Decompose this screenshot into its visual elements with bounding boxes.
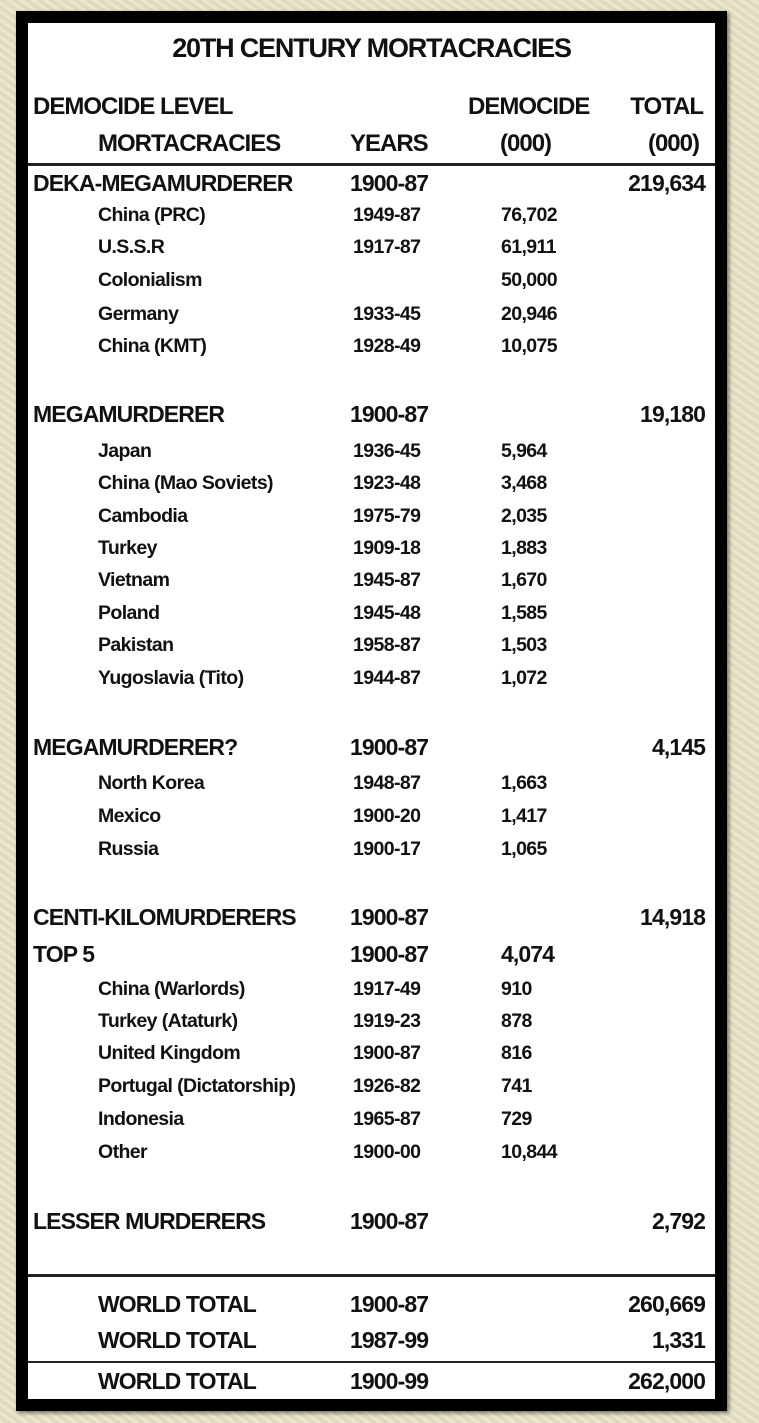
row-years: 1917-87 — [353, 236, 421, 258]
row-democide: 1,670 — [501, 569, 547, 591]
row-name: WORLD TOTAL — [98, 1327, 256, 1353]
row-democide: 1,417 — [501, 805, 547, 827]
row-years: 1975-79 — [353, 505, 421, 527]
row-name: Other — [98, 1141, 148, 1163]
row-name: U.S.S.R — [98, 236, 165, 258]
country-row — [28, 1010, 715, 1042]
row-name: WORLD TOTAL — [98, 1368, 256, 1394]
row-democide: 878 — [501, 1010, 532, 1032]
row-democide: 729 — [501, 1108, 532, 1130]
row-total: 262,000 — [628, 1368, 705, 1394]
row-total: 14,918 — [640, 904, 705, 930]
row-name: LESSER MURDERERS — [33, 1208, 266, 1234]
row-years: 1900-87 — [350, 401, 429, 427]
country-row — [28, 303, 715, 335]
country-row — [28, 772, 715, 804]
row-years: 1933-45 — [353, 303, 421, 325]
row-name: TOP 5 — [33, 941, 95, 967]
row-name: Pakistan — [98, 634, 174, 656]
row-democide: 4,074 — [501, 941, 555, 967]
country-row — [28, 1108, 715, 1140]
world-total-row — [28, 1327, 715, 1359]
row-total: 219,634 — [628, 170, 705, 196]
row-name: Poland — [98, 602, 160, 624]
row-name: Vietnam — [98, 569, 170, 591]
row-name: China (PRC) — [98, 204, 206, 226]
world-total-row — [28, 1368, 715, 1400]
row-democide: 1,072 — [501, 667, 547, 689]
row-name: Russia — [98, 838, 159, 860]
row-years: 1900-00 — [353, 1141, 421, 1163]
country-row — [28, 667, 715, 699]
level-row — [28, 401, 715, 433]
header-level: DEMOCIDE LEVEL — [33, 93, 233, 120]
row-years: 1900-87 — [350, 170, 429, 196]
country-row — [28, 569, 715, 601]
country-row — [28, 505, 715, 537]
row-total: 4,145 — [651, 734, 705, 760]
row-years: 1965-87 — [353, 1108, 421, 1130]
header-divider — [28, 163, 715, 166]
row-years: 1900-17 — [353, 838, 421, 860]
final-divider — [28, 1361, 715, 1363]
level-row — [28, 170, 715, 202]
row-years: 1917-49 — [353, 978, 421, 1000]
country-row — [28, 978, 715, 1010]
row-years: 1928-49 — [353, 335, 421, 357]
row-years: 1936-45 — [353, 440, 421, 462]
row-democide: 10,844 — [501, 1141, 558, 1163]
row-years: 1945-48 — [353, 602, 421, 624]
world-total-row — [28, 1291, 715, 1323]
country-row — [28, 634, 715, 666]
row-name: Cambodia — [98, 505, 188, 527]
country-row — [28, 236, 715, 268]
row-years: 1958-87 — [353, 634, 421, 656]
row-total: 260,669 — [628, 1291, 705, 1317]
row-democide: 76,702 — [501, 204, 558, 226]
row-years: 1926-82 — [353, 1075, 421, 1097]
country-row — [28, 537, 715, 569]
row-name: MEGAMURDERER — [33, 401, 225, 427]
country-row — [28, 204, 715, 236]
row-years: 1948-87 — [353, 772, 421, 794]
country-row — [28, 472, 715, 504]
country-row — [28, 335, 715, 367]
row-democide: 910 — [501, 978, 532, 1000]
row-democide: 2,035 — [501, 505, 547, 527]
row-name: Germany — [98, 303, 179, 325]
row-democide: 1,503 — [501, 634, 547, 656]
row-name: North Korea — [98, 772, 205, 794]
row-years: 1900-87 — [350, 1208, 429, 1234]
row-total: 19,180 — [640, 401, 705, 427]
row-years: 1923-48 — [353, 472, 421, 494]
country-row — [28, 269, 715, 301]
row-name: China (Warlords) — [98, 978, 245, 1000]
row-years: 1909-18 — [353, 537, 421, 559]
country-row — [28, 602, 715, 634]
row-name: China (KMT) — [98, 335, 207, 357]
row-years: 1900-87 — [350, 904, 429, 930]
mortacracies-table — [28, 23, 715, 1399]
row-democide: 61,911 — [501, 236, 556, 258]
row-democide: 1,663 — [501, 772, 547, 794]
row-democide: 3,468 — [501, 472, 547, 494]
country-row — [28, 805, 715, 837]
country-row — [28, 838, 715, 870]
row-total: 2,792 — [651, 1208, 705, 1234]
row-years: 1919-23 — [353, 1010, 421, 1032]
row-democide: 741 — [501, 1075, 532, 1097]
country-row — [28, 440, 715, 472]
row-democide: 50,000 — [501, 269, 558, 291]
header-democide: DEMOCIDE — [468, 93, 590, 120]
world-divider — [28, 1274, 715, 1277]
row-name: Turkey (Ataturk) — [98, 1010, 238, 1032]
row-name: United Kingdom — [98, 1042, 241, 1064]
row-democide: 20,946 — [501, 303, 558, 325]
row-years: 1900-87 — [350, 1291, 429, 1317]
row-name: China (Mao Soviets) — [98, 472, 273, 494]
row-years: 1900-87 — [350, 941, 429, 967]
row-name: Japan — [98, 440, 152, 462]
row-years: 1987-99 — [350, 1327, 429, 1353]
header-mortacracies: MORTACRACIES — [98, 130, 281, 157]
row-name: DEKA-MEGAMURDERER — [33, 170, 293, 196]
row-name: Yugoslavia (Tito) — [98, 667, 244, 689]
row-democide: 5,964 — [501, 440, 547, 462]
table-title: 20TH CENTURY MORTACRACIES — [172, 33, 571, 63]
row-name: Portugal (Dictatorship) — [98, 1075, 296, 1097]
row-name: Turkey — [98, 537, 157, 559]
row-name: CENTI-KILOMURDERERS — [33, 904, 296, 930]
row-democide: 1,065 — [501, 838, 547, 860]
row-democide: 10,075 — [501, 335, 558, 357]
row-democide: 816 — [501, 1042, 532, 1064]
row-democide: 1,585 — [501, 602, 547, 624]
level-row — [28, 941, 715, 973]
header-total: TOTAL — [630, 93, 703, 120]
header-total-unit: (000) — [647, 130, 699, 157]
row-name: Mexico — [98, 805, 161, 827]
row-years: 1900-87 — [350, 734, 429, 760]
level-row — [28, 734, 715, 766]
row-name: Indonesia — [98, 1108, 184, 1130]
country-row — [28, 1141, 715, 1173]
row-name: Colonialism — [98, 269, 202, 291]
row-years: 1945-87 — [353, 569, 421, 591]
row-total: 1,331 — [651, 1327, 705, 1353]
row-democide: 1,883 — [501, 537, 547, 559]
row-years: 1900-20 — [353, 805, 421, 827]
row-years: 1900-99 — [350, 1368, 429, 1394]
header-years: YEARS — [350, 130, 428, 157]
row-name: WORLD TOTAL — [98, 1291, 256, 1317]
country-row — [28, 1042, 715, 1074]
row-years: 1949-87 — [353, 204, 421, 226]
row-years: 1944-87 — [353, 667, 421, 689]
table-frame — [16, 11, 727, 1411]
level-row — [28, 1208, 715, 1240]
header-democide-unit: (000) — [500, 130, 552, 157]
level-row — [28, 904, 715, 936]
row-name: MEGAMURDERER? — [33, 734, 238, 760]
country-row — [28, 1075, 715, 1107]
row-years: 1900-87 — [353, 1042, 421, 1064]
